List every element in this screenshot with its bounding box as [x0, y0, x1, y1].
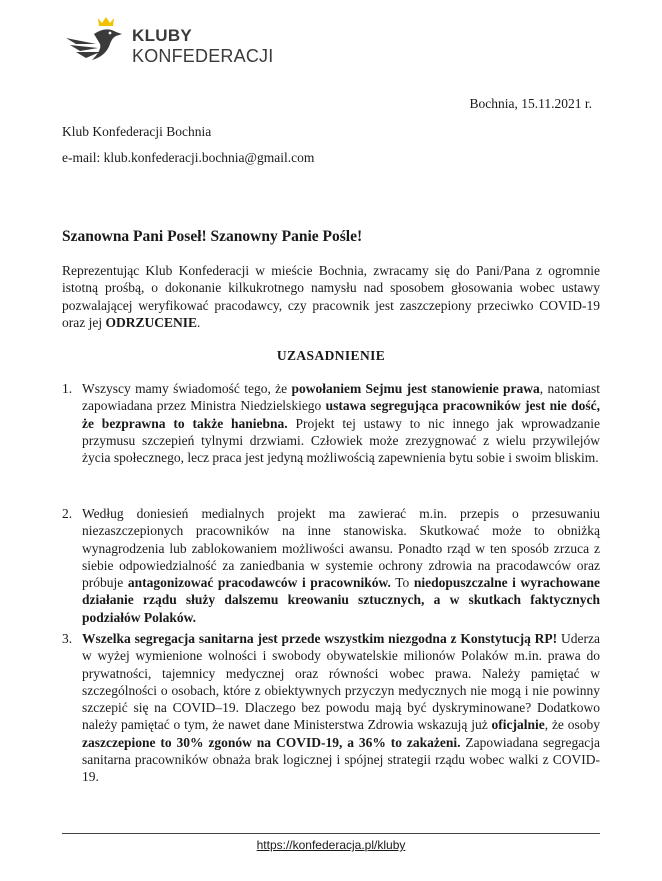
- sender-email: e-mail: klub.konfederacji.bochnia@gmail.com: [62, 150, 315, 165]
- logo-text-line1: KLUBY: [132, 26, 193, 45]
- intro-segment-bold: ODRZUCENIE: [105, 314, 197, 330]
- intro-segment: .: [197, 314, 201, 330]
- list-item-1: [62, 380, 600, 466]
- list-item-text: [82, 380, 600, 466]
- list-item-number: 2.: [62, 506, 73, 521]
- text-segment: Wszyscy mamy świadomość tego, że: [82, 381, 292, 396]
- sender-name: Klub Konfederacji Bochnia: [62, 124, 212, 139]
- text-segment-bold: ustawa segregująca pracowników jest nie dość, że bezprawna to także haniebna.: [82, 398, 600, 431]
- list-item-text: [82, 630, 600, 786]
- text-segment-bold: zaszczepione to 30% zgonów na COVID-19, a 36% to zakażeni.: [82, 734, 461, 750]
- footer-link[interactable]: https://konfederacja.pl/kluby: [256, 838, 406, 852]
- footer: [0, 838, 662, 852]
- text-segment: , natomiast zapowiadana przez Ministra Niedzielskiego: [82, 381, 600, 414]
- text-segment-bold: oficjalnie: [491, 717, 545, 733]
- text-segment-bold: powołaniem Sejmu jest stanowienie prawa: [291, 381, 540, 396]
- text-segment: Projekt tej ustawy to nic innego jak wprowadzanie przymusu szczepień tylnymi drzwiami. Człowiek może zrezygnować z wielu przywilejów życia społecznego, lecz praca jest jedyną możliwością zapewnienia bytu sobie i swoim bliskim.: [82, 415, 600, 466]
- list-item-number: 3.: [62, 631, 73, 646]
- text-segment: Według doniesień medialnych projekt ma zawierać m.in. przepis o przesuwaniu niezaszczepionych pracowników na inne stanowiska. Skutkować może to obniżką wynagrodzenia lub zablokowaniem możliwości awansu. Ponadto rząd w ten sposób zrzuca z siebie odpowiedzialność za zaniedbania w systemie ochrony zdrowia na pracodawców oraz próbuje: [82, 506, 600, 591]
- text-segment: Uderza w wyżej wymienione wolności i swobody obywatelskie milionów Polaków m.in. prawa do prywatności, tajemnicy medycznej oraz równości wobec prawa. Należy pamiętać w szczególności o osobach, które z obiektywnych przyczyn medycznych nie mogą i nie powinny szczepić się na COVID–19. Dlaczego bez powodu mają być dyskryminowane? Dodatkowo należy pamiętać o tym, że nawet dane Ministerstwa Zdrowia wskazują już: [82, 631, 600, 733]
- list-item-number: 1.: [62, 381, 73, 396]
- text-segment: Zapowiadana segregacja sanitarna pracowników obnaża brak logicznej i spójnej strategii rządu wobec walki z COVID-19.: [82, 734, 600, 785]
- list-item-text: [82, 505, 600, 626]
- text-segment-bold: niedopuszczalne i wyrachowane działanie rządu służy dalszemu kreowaniu sztucznych, a w skutkach faktycznych podziałów Polaków.: [82, 575, 600, 625]
- intro-paragraph: [62, 262, 600, 331]
- kluby-konfederacji-logo: [62, 14, 292, 70]
- list-item-3: [62, 630, 600, 786]
- logo-text-line2: KONFEDERACJI: [132, 46, 274, 66]
- greeting: Szanowna Pani Poseł! Szanowny Panie Pośle!: [62, 228, 363, 245]
- letter-date: Bochnia, 15.11.2021 r.: [469, 96, 592, 111]
- text-segment: , że osoby: [544, 717, 600, 733]
- section-heading: UZASADNIENIE: [276, 348, 386, 363]
- text-segment: To: [390, 575, 414, 591]
- footer-divider: [62, 833, 600, 834]
- eagle-crown-icon: [62, 14, 130, 70]
- text-segment-bold: Wszelka segregacja sanitarna jest przede wszystkim niezgodna z Konstytucją RP!: [82, 631, 558, 646]
- intro-segment: Reprezentując Klub Konfederacji w mieście Bochnia, zwracamy się do Pani/Pana z ogromnie istotną prośbą, o dokonanie kilkukrotnego namysłu nad sposobem głosowania wobec ustawy pozwalającej weryfikować pracodawcy, czy pracownik jest zaszczepiony przeciwko COVID-19 oraz jej: [62, 263, 600, 330]
- list-item-2: [62, 505, 600, 626]
- text-segment-bold: antagonizować pracodawców i pracowników.: [127, 575, 391, 591]
